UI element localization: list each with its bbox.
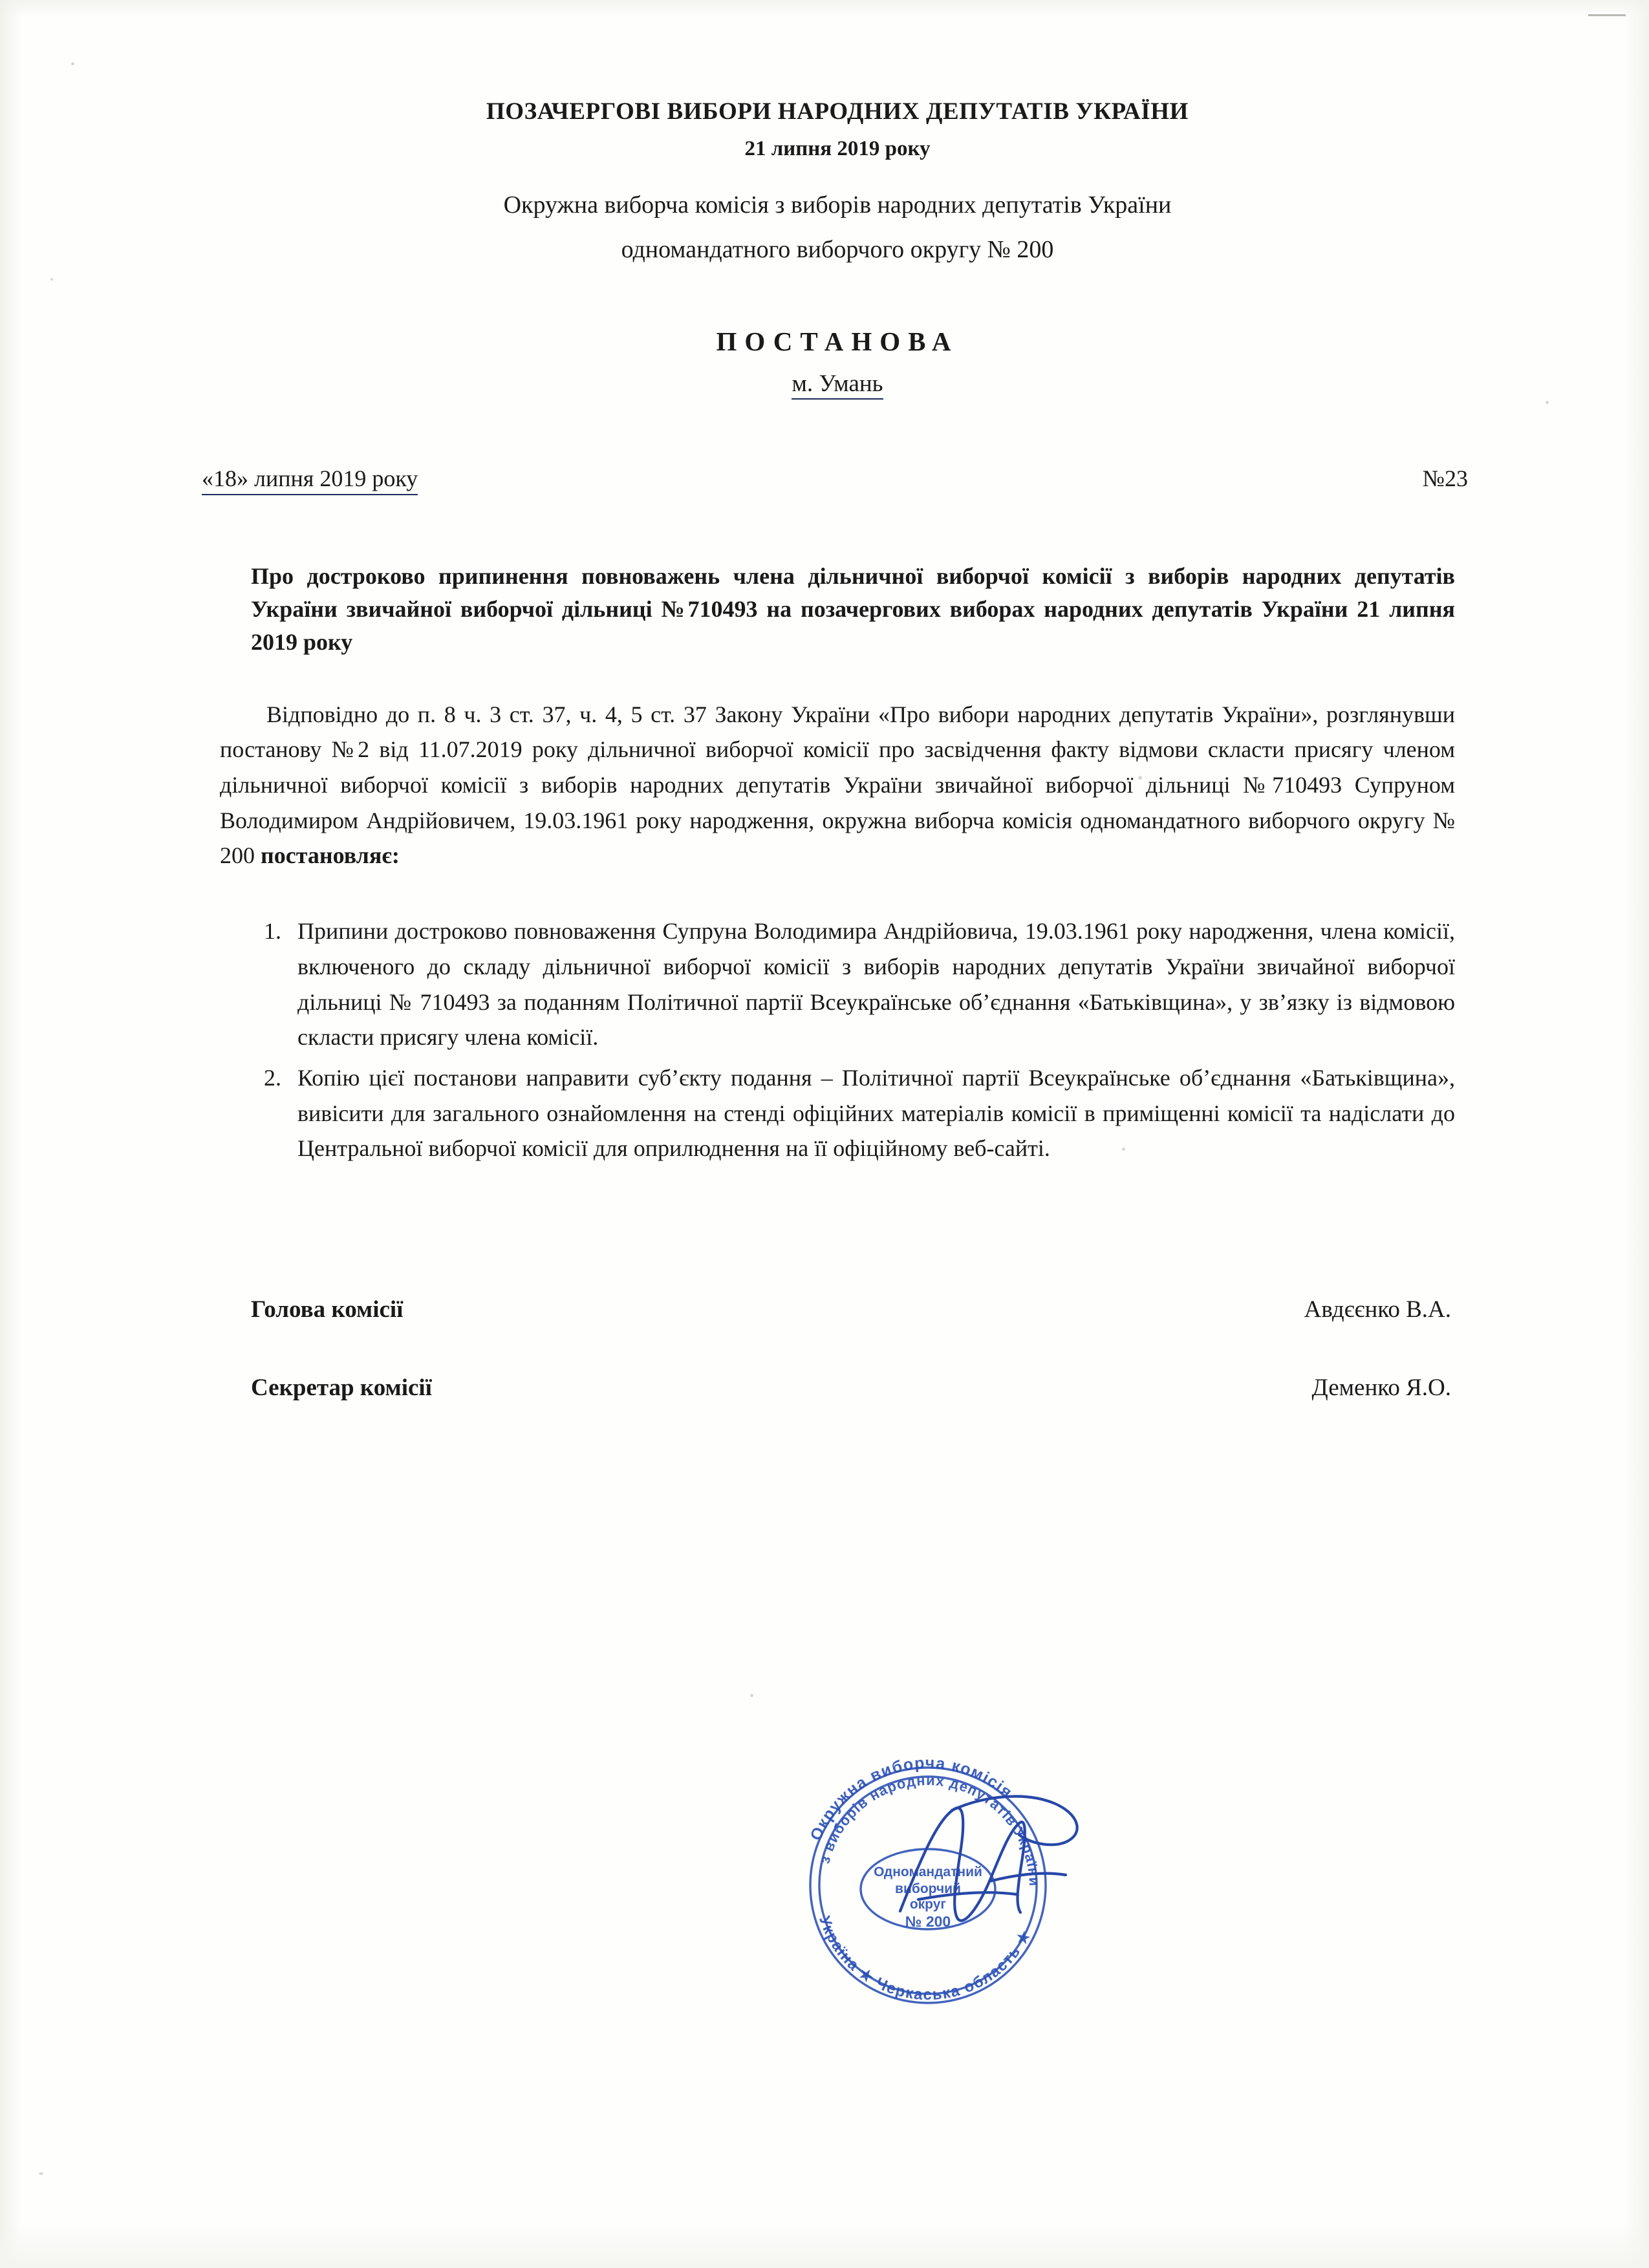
decisions-list: [220, 914, 1455, 1166]
signature-name-chair: Авдєєнко В.А.: [1304, 1296, 1451, 1323]
document-number: №23: [1422, 465, 1468, 492]
signature-role-secretary: Секретар комісії: [251, 1375, 432, 1402]
scan-speck: [71, 62, 74, 65]
preamble-resolves-word: постановляє:: [261, 842, 400, 869]
document-date: «18» липня 2019 року: [202, 465, 418, 495]
scan-edge-top: [0, 0, 1649, 17]
scan-corner-mark-top-right: [1588, 14, 1626, 16]
document-type-heading: ПОСТАНОВА: [716, 326, 959, 357]
svg-text:Одномандатний: Одномандатний: [874, 1865, 982, 1879]
election-header-date: 21 липня 2019 року: [744, 137, 931, 161]
scan-edge-right: [1623, 0, 1649, 2268]
preamble-text: Відповідно до п. 8 ч. 3 ст. 37, ч. 4, 5 ст. 37 Закону України «Про вибори народних депутатів України», розглянувши постанову №2 від 11.07.2019 року дільничної виборчої комісії про засвідчення факту відмови скласти присягу членом дільничної виборчої комісії з виборів народних депутатів України звичайної виборчої дільниці №710493 Супруном Володимиром Андрійовичем, 19.03.1961 року народження, окружна виборча комісія одномандатного виборчого округу № 200: [220, 701, 1455, 869]
commission-name: Окружна виборча комісія з виборів народних депутатів України: [503, 191, 1172, 219]
scan-speck: [39, 2172, 43, 2175]
scan-edge-bottom: [0, 2223, 1649, 2268]
document-city-text: м. Умань: [792, 370, 883, 400]
scan-speck: [750, 1694, 753, 1697]
scan-edge-left: [0, 0, 22, 2268]
svg-text:Україна ★ Черкаська область ★: Україна ★ Черкаська область ★: [815, 1914, 1035, 2004]
svg-text:виборчий: виборчий: [895, 1881, 961, 1896]
svg-text:Окружна виборча комісія: Окружна виборча комісія: [806, 1753, 1017, 1844]
list-item: 1. Припини достроково повноваження Супруна Володимира Андрійовича, 19.03.1961 року народження, члена комісії, включеного до складу дільничної виборчої комісії з виборів народних депутатів України звичайної виборчої дільниці № 710493 за поданням Політичної партії Всеукраїнське об’єднання «Батьківщина», у зв’язку із відмовою скласти присягу члена комісії.: [287, 914, 1455, 1055]
svg-text:з виборів народних депутатів У: з виборів народних депутатів України: [816, 1771, 1043, 1887]
svg-text:№ 200: № 200: [905, 1913, 951, 1930]
signature-row-secretary: [220, 1374, 1455, 1402]
official-stamp: [776, 1739, 1080, 2011]
document-subject-title: Про достроково припинення повноважень члена дільничної виборчої комісії з виборів народних депутатів України звичайної виборчої дільниці №710493 на позачергових виборах народних депутатів України 21 липня 2019 року: [251, 563, 1455, 656]
document-preamble: [220, 697, 1455, 874]
handwritten-signature: [892, 1784, 1106, 1978]
signature-row-chair: [220, 1296, 1455, 1323]
signature-block: [220, 1296, 1455, 1402]
document-city: [220, 370, 1455, 398]
election-header-line1: ПОЗАЧЕРГОВІ ВИБОРИ НАРОДНИХ ДЕПУТАТІВ УКРАЇНИ: [486, 98, 1189, 125]
document-meta-row: [202, 465, 1468, 495]
signature-name-secretary: Деменко Я.О.: [1311, 1375, 1451, 1402]
signature-role-chair: Голова комісії: [251, 1296, 404, 1323]
svg-text:округ: округ: [909, 1897, 947, 1912]
scan-speck: [1546, 401, 1549, 404]
document-body: [202, 97, 1468, 1452]
scan-speck: [50, 278, 53, 281]
okrug-line: одномандатного виборчого округу № 200: [621, 236, 1054, 264]
list-item: 2. Копію цієї постанови направити суб’єкту подання – Політичної партії Всеукраїнське об’єднання «Батьківщина», вивісити для загального ознайомлення на стенді офіційних матеріалів комісії в приміщенні комісії та надіслати до Центральної виборчої комісії для оприлюднення на її офіційному веб-сайті.: [287, 1060, 1455, 1166]
